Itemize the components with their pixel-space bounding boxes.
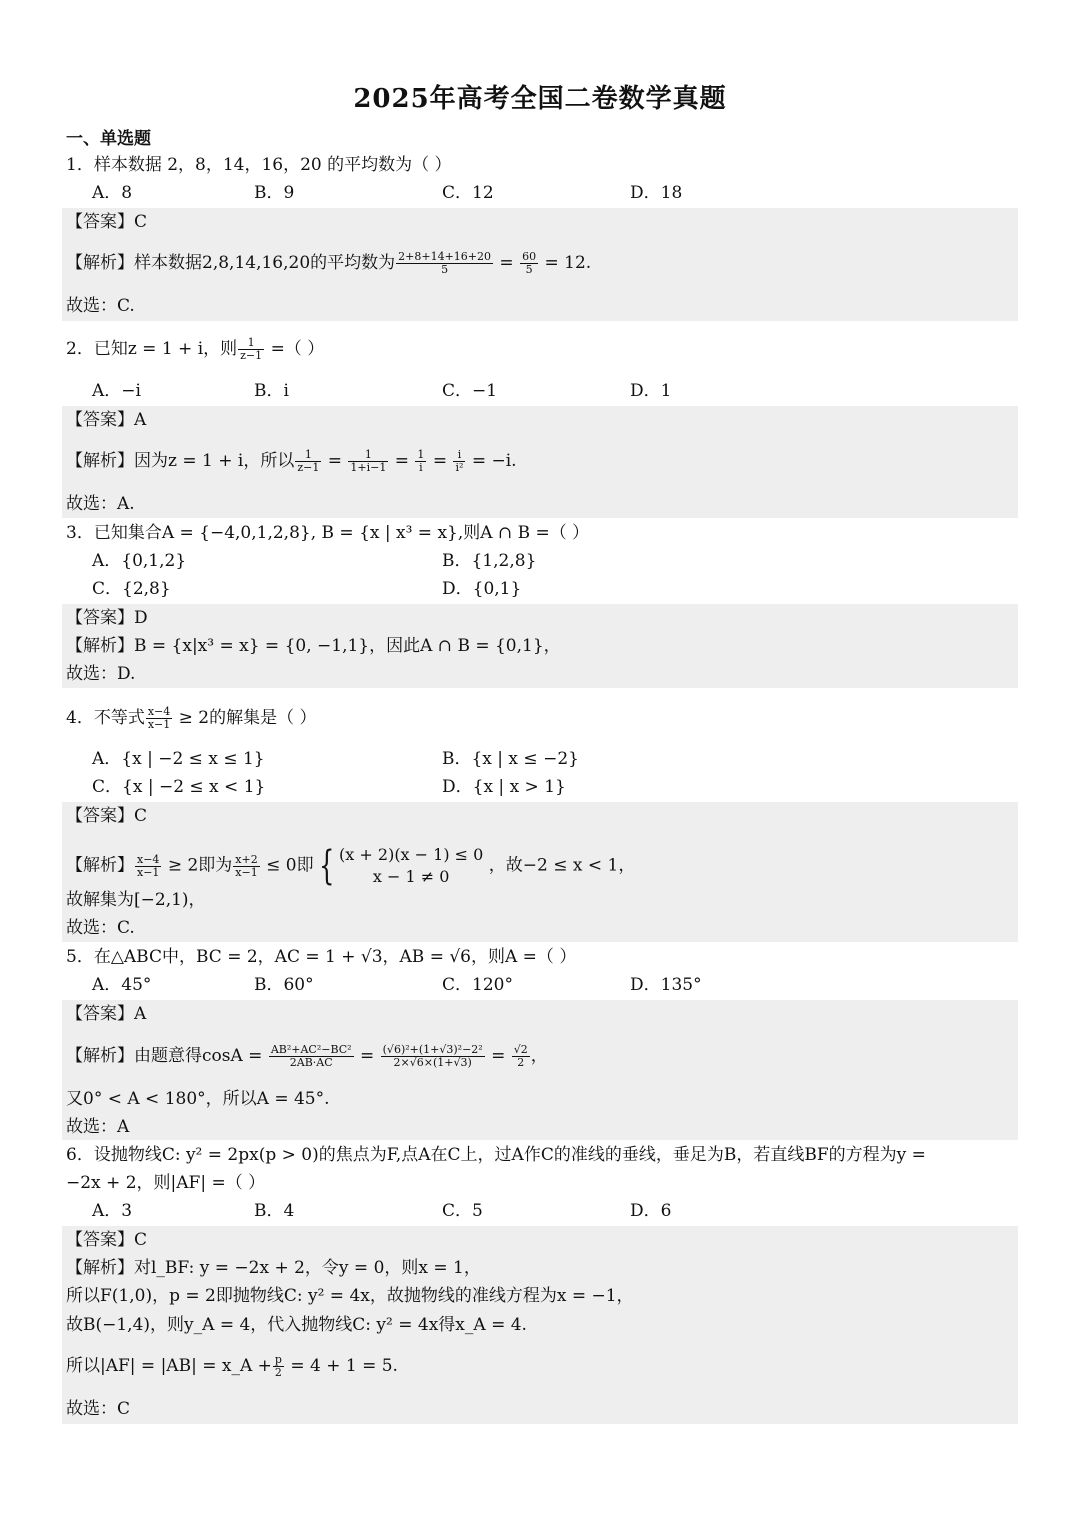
q3-analysis: 【解析】B = {x|x³ = x} = {0, −1,1}，因此A ∩ B = {0,1}， xyxy=(66,636,561,656)
q2-option-a: A．−i xyxy=(92,381,141,401)
q6-answer: 【答案】C xyxy=(66,1230,148,1250)
q6-option-d: D．6 xyxy=(630,1201,672,1221)
q5-option-c: C．120° xyxy=(442,975,513,995)
q2-option-b: B．i xyxy=(254,381,289,401)
q5-line2: 又0° < A < 180°，所以A = 45°. xyxy=(66,1089,330,1109)
q4-stem: 4．不等式 $\frac{x-4}{x-1}$ ≥ 2的解集是（ ） xyxy=(66,705,317,731)
q4-answer-box xyxy=(62,802,1018,942)
q4-conclusion: 故选：C. xyxy=(66,918,135,938)
q5-option-b: B．60° xyxy=(254,975,314,995)
q4-system: (x + 2)(x − 1) ≤ 0 x − 1 ≠ 0 xyxy=(339,845,484,886)
q2-conclusion: 故选：A. xyxy=(66,494,135,514)
q2-option-d: D．1 xyxy=(630,381,672,401)
q4-option-c: C．{x | −2 ≤ x < 1} xyxy=(92,777,266,797)
q5-analysis: 【解析】由题意得cosA = $\frac{\text{AB²+AC²−BC²}}{2AB\cdot AC}$ = $\frac{\text{(√6)²+(1+√3)²−2²}}{2\times√6\times(1+√3)}$ = $\frac{√2}{2}$ ， xyxy=(66,1043,548,1069)
q1-option-d: D．18 xyxy=(630,183,683,203)
q6-conclusion: 故选：C xyxy=(66,1399,131,1419)
q4-option-a: A．{x | −2 ≤ x ≤ 1} xyxy=(92,749,265,769)
q2-option-c: C．−1 xyxy=(442,381,498,401)
q6-analysis-line3: 故B(−1,4)，则y_A = 4，代入抛物线C: y² = 4x得x_A = 4. xyxy=(66,1315,527,1335)
q6-option-a: A．3 xyxy=(92,1201,133,1221)
q1-answer-box xyxy=(62,208,1018,321)
q1-analysis: 【解析】样本数据2,8,14,16,20的平均数为 $\frac{2+8+14+16+20}{5}$ = $\frac{60}{5}$ = 12. xyxy=(66,250,592,276)
q4-answer: 【答案】C xyxy=(66,806,148,826)
q4-system-brace: { xyxy=(318,843,334,889)
q3-option-c: C．{2,8} xyxy=(92,579,171,599)
q4-option-b: B．{x | x ≤ −2} xyxy=(442,749,579,769)
q4-option-d: D．{x | x > 1} xyxy=(442,777,566,797)
q5-conclusion: 故选：A xyxy=(66,1117,130,1137)
q5-option-d: D．135° xyxy=(630,975,702,995)
q3-option-d: D．{0,1} xyxy=(442,579,522,599)
q3-stem: 3．已知集合A = {−4,0,1,2,8}, B = {x | x³ = x},则A ∩ B =（ ） xyxy=(66,523,590,543)
q1-fraction-2: $\frac{60}{5}$ xyxy=(522,250,537,276)
q1-answer: 【答案】C xyxy=(66,212,148,232)
q3-answer: 【答案】D xyxy=(66,608,148,628)
q6-analysis-line4: 所以|AF| = |AB| = x_A + $\frac{p}{2}$ = 4 + 1 = 5. xyxy=(66,1353,398,1379)
q5-option-a: A．45° xyxy=(92,975,152,995)
q6-analysis-line1: 【解析】对l_BF: y = −2x + 2，令y = 0，则x = 1， xyxy=(66,1258,481,1278)
q6-option-b: B．4 xyxy=(254,1201,295,1221)
q1-stem: 1．样本数据 2，8，14，16，20 的平均数为（ ） xyxy=(66,155,452,175)
q2-analysis: 【解析】因为z = 1 + i，所以 $\frac{1}{z-1}$ = $\frac{1}{1+i-1}$ = $\frac{1}{i}$ = $\frac{i}{\text{i²}}$ = −i. xyxy=(66,448,517,474)
q2-answer-box xyxy=(62,406,1018,518)
q6-answer-box xyxy=(62,1226,1018,1424)
q2-answer: 【答案】A xyxy=(66,410,147,430)
q6-stem-line2: −2x + 2，则|AF| =（ ） xyxy=(66,1173,266,1193)
section-heading: 一、单选题 xyxy=(66,129,151,149)
q2-stem: 2．已知z = 1 + i，则 $\frac{1}{z-1}$ =（ ） xyxy=(66,336,325,362)
q1-option-c: C．12 xyxy=(442,183,494,203)
q6-stem-line1: 6．设抛物线C: y² = 2px(p > 0)的焦点为F,点A在C上，过A作C的准线的垂线，垂足为B，若直线BF的方程为y = xyxy=(66,1145,926,1165)
q3-option-b: B．{1,2,8} xyxy=(442,551,537,571)
q6-option-c: C．5 xyxy=(442,1201,483,1221)
q3-option-a: A．{0,1,2} xyxy=(92,551,187,571)
q3-conclusion: 故选：D. xyxy=(66,664,136,684)
page-title: 2025年高考全国二卷数学真题 xyxy=(353,84,727,114)
q4-stem-fraction: $\frac{x-4}{x-1}$ xyxy=(147,705,171,731)
q1-analysis-text: 【解析】样本数据2,8,14,16,20的平均数为 xyxy=(66,253,396,273)
q6-analysis-line2: 所以F(1,0)，p = 2即抛物线C: y² = 4x，故抛物线的准线方程为x = −1， xyxy=(66,1286,634,1306)
q2-stem-fraction: $\frac{1}{z-1}$ xyxy=(240,336,263,362)
q3-answer-box xyxy=(62,604,1018,688)
q1-conclusion: 故选：C. xyxy=(66,296,135,316)
q5-stem: 5．在△ABC中，BC = 2，AC = 1 + √3，AB = √6，则A =（ ） xyxy=(66,947,577,967)
q1-fraction-1: $\frac{2+8+14+16+20}{5}$ xyxy=(398,250,492,276)
q1-option-a: A．8 xyxy=(92,183,133,203)
q1-option-b: B．9 xyxy=(254,183,295,203)
q4-analysis: 【解析】 $\frac{x-4}{x-1}$ ≥ 2即为 $\frac{x+2}{x-1}$ ≤ 0即 { (x + 2)(x − 1) ≤ 0 x − 1 ≠ 0 ，故−2 ≤ x < 1， xyxy=(66,843,636,889)
q4-line2: 故解集为[−2,1)， xyxy=(66,890,206,910)
q5-answer: 【答案】A xyxy=(66,1004,147,1024)
q5-answer-box xyxy=(62,1000,1018,1140)
